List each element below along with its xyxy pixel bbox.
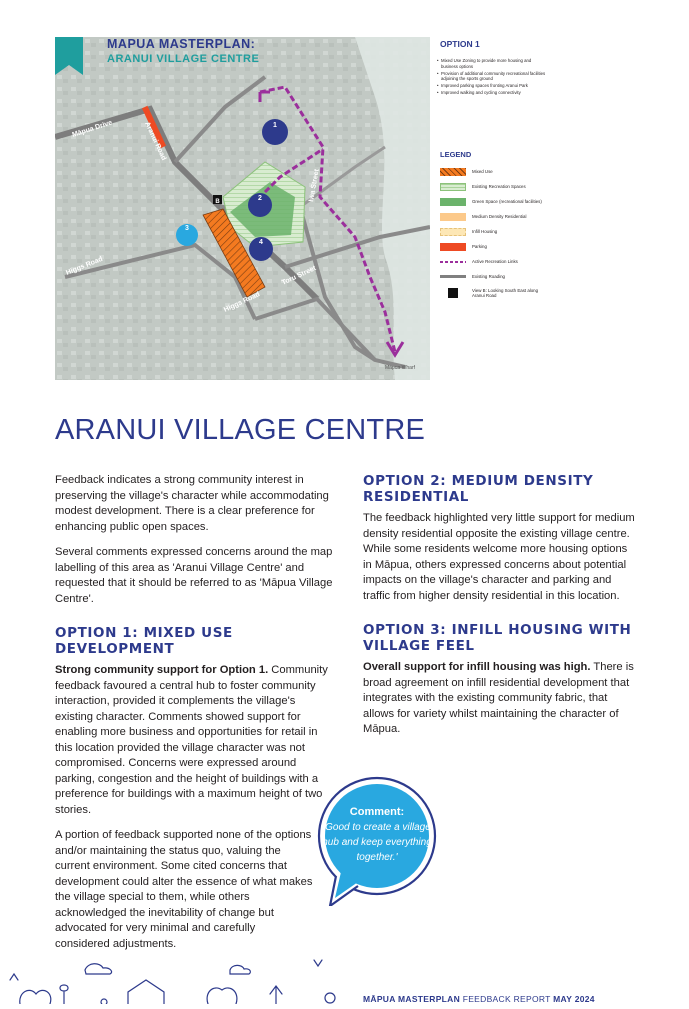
legend-swatch-medium-density: [440, 213, 466, 221]
option-1-paragraph: [55, 663, 333, 818]
footer-illustration: [0, 940, 360, 1004]
bird-icon: [314, 960, 322, 966]
marker-2-label: 2: [258, 195, 262, 202]
map-title-line2: ARANUI VILLAGE CENTRE: [107, 53, 260, 65]
footer-date: MAY 2024: [553, 994, 595, 1004]
option-item: • Mixed Use Zoning to provide more housing and business options: [437, 58, 549, 69]
legend-swatch-recreation: [440, 183, 466, 191]
option-3-lead: Overall support for infill housing was high.: [363, 661, 591, 673]
footer-report: FEEDBACK REPORT: [460, 994, 554, 1004]
legend-title: LEGEND: [440, 150, 472, 159]
map-labels: [55, 37, 430, 380]
map-title: [107, 37, 259, 66]
section-title: ARANUI VILLAGE CENTRE: [55, 414, 426, 446]
marker-1-label: 1: [273, 122, 277, 129]
option-1-list: [437, 58, 549, 98]
legend-item: Infill Housing: [440, 224, 550, 239]
cloud-icon: [85, 964, 112, 974]
footer-brand: MĀPUA MASTERPLAN: [363, 994, 461, 1004]
option-item: • Improved parking spaces fronting Aranui Park: [437, 83, 549, 89]
legend-swatch-mixed-use: [440, 168, 466, 176]
comment-heading: Comment:: [349, 806, 405, 818]
option-3-paragraph: [363, 660, 638, 738]
legend: [440, 164, 550, 302]
option-2-paragraph: The feedback highlighted very little support for medium density residential opposite the existing village centre. While some residents welcome more housing options in Māpua, others expressed concerns about potential impacts on the village's character and parking and traffic from higher density residential in this location.: [363, 512, 635, 602]
legend-item: Active Recreation Links: [440, 254, 550, 269]
comment-quote: 'Good to create a village hub and keep everything together.': [322, 822, 432, 863]
legend-item: View B: Looking South East along Aranui Road: [440, 284, 550, 302]
legend-swatch-view-b: [448, 288, 458, 298]
tree-icon: [207, 988, 237, 1004]
bird-icon: [10, 974, 18, 980]
right-column: [363, 473, 638, 748]
legend-swatch-parking: [440, 243, 466, 251]
legend-item: Mixed Use: [440, 164, 550, 179]
option-3-heading: OPTION 3: INFILL HOUSING WITH VILLAGE FEEL: [363, 622, 632, 654]
legend-item: Green Space (recreational facilities): [440, 194, 550, 209]
option-2-heading: OPTION 2: MEDIUM DENSITY RESIDENTIAL: [363, 473, 594, 505]
label-higgs-road: Higgs Road: [222, 291, 262, 314]
house-icon: [128, 980, 164, 1004]
legend-swatch-infill: [440, 228, 466, 236]
footer-text: [363, 994, 595, 1004]
intro-paragraph: Feedback indicates a strong community interest in preserving the village's character while accommodating modest development. There is a clear preference for enhancing public open spaces.: [55, 474, 329, 533]
legend-item: Existing Roading: [440, 269, 550, 284]
option-item: • Improved walking and cycling connectivity: [437, 90, 549, 96]
comment-text: [318, 806, 436, 865]
legend-swatch-roading: [440, 275, 466, 278]
option-1-body: Community feedback favoured a central hub to foster community interaction, provided it complements the village's existing character. Comments showed support for enabling more business and opportunities for retail in this location provided the village character was not compromised. Concerns were expressed around parking, congestion and the height of buildings with a preference for buildings with a maximum height of two stories.: [55, 664, 328, 816]
marker-3-label: 3: [185, 225, 189, 232]
labelling-paragraph: Several comments expressed concerns around the map labelling of this area as 'Aranui Village Centre' and requested that it should be referred to as 'Māpua Village Centre'.: [55, 546, 333, 605]
legend-item: Existing Recreation Spaces: [440, 179, 550, 194]
tree-icon: [20, 990, 51, 1004]
legend-item: Medium Density Residential: [440, 209, 550, 224]
label-iwa-street: Iwa Street: [308, 168, 321, 203]
flower-icon: [325, 993, 335, 1003]
option-1-title: OPTION 1: [440, 39, 480, 49]
legend-swatch-green-space: [440, 198, 466, 206]
label-toru-street: Toru Street: [280, 264, 318, 287]
status-quo-paragraph: A portion of feedback supported none of the options and/or maintaining the status quo, valuing the current environment. Some cited concerns that development could alter the essence of what makes the village special to them, while others acknowledged the inevitability of change but advocated for very minimal and carefully considered adjustments.: [55, 829, 313, 950]
option-item: • Provision of additional community recreational facilities adjoining the sports ground: [437, 71, 549, 82]
label-aranui-road: Aranui Road: [143, 120, 168, 162]
person-icon: [60, 985, 68, 1004]
option-1-heading: OPTION 1: MIXED USE DEVELOPMENT: [55, 625, 233, 657]
option-1-lead: Strong community support for Option 1.: [55, 664, 269, 676]
left-column: [55, 473, 333, 962]
label-mapua-drive: Māpua Drive: [71, 119, 114, 139]
label-mapua-wharf: Māpua Wharf: [385, 365, 416, 371]
label-higgs-road-left: Higgs Road: [65, 255, 104, 277]
legend-item: Parking: [440, 239, 550, 254]
map-title-line1: MAPUA MASTERPLAN:: [107, 37, 256, 51]
dot-icon: [101, 999, 107, 1004]
tree-icon: [270, 986, 282, 1004]
bookmark-icon: [55, 37, 83, 75]
legend-swatch-active-links: [440, 261, 466, 263]
marker-4-label: 4: [259, 239, 263, 246]
option-3-body: There is broad agreement on infill residential development that integrates with the existing community fabric, that allows for variety whilst maintaining the character of Māpua.: [363, 661, 634, 735]
view-b-label: B: [215, 199, 220, 205]
cloud-icon: [230, 965, 250, 974]
